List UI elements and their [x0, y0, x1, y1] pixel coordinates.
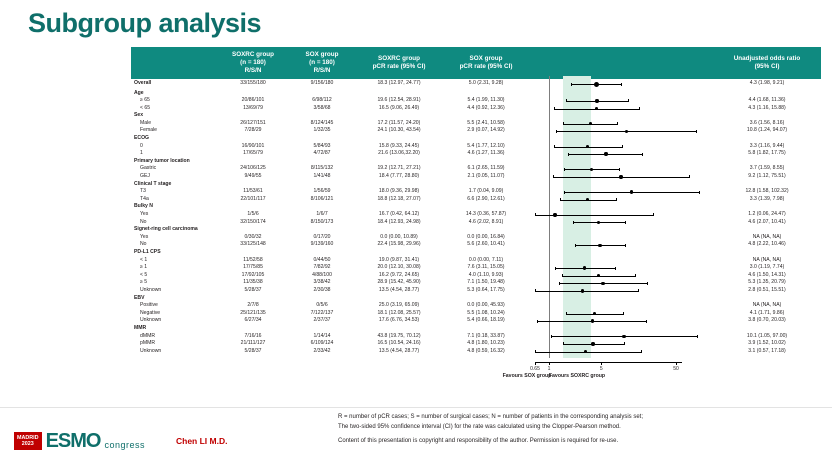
cell-sox-counts: 1/6/7 [316, 211, 328, 218]
cell-sox-pcr: 7.6 (3.11, 15.05) [467, 264, 505, 271]
cell-soxrc-counts: 25/121/135 [240, 309, 266, 316]
cell-soxrc-counts: 5/28/37 [244, 286, 262, 293]
cell-odds-ratio: 5.3 (1.35, 20.79) [748, 279, 786, 286]
cell-soxrc-pcr: 18.0 (9.36, 29.98) [378, 188, 420, 195]
subgroup-header-row [131, 181, 821, 189]
row-label: Female [140, 127, 157, 134]
cell-sox-counts: 3/38/42 [313, 279, 331, 286]
cell-soxrc-pcr: 19.0 (9.87, 31.41) [378, 256, 420, 263]
row-label: Age [134, 89, 144, 96]
cell-sox-counts: 8/106/121 [310, 195, 334, 202]
row-label: Clinical T stage [134, 180, 172, 187]
row-label: Primary tumor location [134, 157, 190, 164]
cell-soxrc-counts: 21/111/127 [240, 340, 266, 347]
cell-plot [529, 302, 713, 310]
row-label: EBV [134, 294, 145, 301]
cell-plot [529, 340, 713, 348]
cell-sox-counts: 8/124/145 [310, 119, 334, 126]
cell-soxrc-counts: 9/49/55 [244, 173, 262, 180]
cell-soxrc-counts: 5/28/37 [244, 347, 262, 354]
table-row [131, 257, 821, 265]
cell-sox-counts: 7/82/92 [313, 264, 331, 271]
row-label: Gastric [140, 165, 157, 172]
cell-odds-ratio: 3.3 (1.16, 9.44) [749, 142, 785, 149]
cell-soxrc-counts: 1/5/6 [247, 211, 259, 218]
cell-plot [529, 90, 713, 98]
cell-sox-pcr: 14.3 (0.36, 57.87) [465, 211, 507, 218]
row-label: dMMR [140, 332, 155, 339]
x-axis-tick [601, 362, 602, 365]
cell-plot [529, 128, 713, 136]
cell-plot [529, 272, 713, 280]
cell-odds-ratio: 10.8 (1.24, 94.07) [746, 127, 788, 134]
cell-sox-counts: 2/37/37 [313, 317, 331, 324]
cell-plot [529, 173, 713, 181]
cell-odds-ratio: 4.4 (1.68, 11.36) [748, 97, 786, 104]
row-label: Overall [134, 80, 152, 87]
table-row [131, 105, 821, 113]
cell-sox-counts: 3/58/68 [313, 104, 331, 111]
cell-plot [529, 333, 713, 341]
x-axis-tick [535, 362, 536, 365]
cell-plot [529, 112, 713, 120]
cell-plot [529, 196, 713, 204]
cell-soxrc-counts: 2/7/8 [247, 302, 259, 309]
subgroup-header-row [131, 90, 821, 98]
table-row [131, 272, 821, 280]
cell-sox-counts: 0/5/6 [316, 302, 328, 309]
cell-sox-counts: 1/56/59 [313, 188, 331, 195]
row-label: 1 [140, 150, 143, 157]
row-label: T3 [140, 188, 146, 195]
subgroup-header-row [131, 226, 821, 234]
cell-plot [529, 188, 713, 196]
cell-sox-counts: 1/41/48 [313, 173, 331, 180]
table-row [131, 348, 821, 356]
cell-sox-counts: 8/115/132 [310, 165, 334, 172]
cell-sox-pcr: 5.6 (2.60, 10.41) [467, 241, 505, 248]
cell-plot [529, 348, 713, 356]
cell-odds-ratio: 3.7 (1.59, 8.55) [749, 165, 785, 172]
table-row [131, 128, 821, 136]
table-row [131, 317, 821, 325]
cell-sox-counts: 0/17/20 [313, 233, 331, 240]
cell-odds-ratio: 4.3 (1.98, 9.21) [749, 80, 785, 87]
table-row [131, 219, 821, 227]
cell-sox-counts: 9/156/180 [310, 80, 334, 87]
table-row [131, 211, 821, 219]
table-row [131, 173, 821, 181]
cell-sox-counts: 7/122/137 [310, 309, 334, 316]
subgroup-header-row [131, 249, 821, 257]
table-row [131, 287, 821, 295]
row-label: Unknown [140, 347, 162, 354]
x-axis-tick-label: 5 [599, 365, 603, 372]
cell-plot [529, 219, 713, 227]
cell-soxrc-pcr: 19.6 (12.54, 28.91) [377, 97, 421, 104]
cell-soxrc-counts: 11/53/61 [243, 188, 263, 195]
congress-wordmark: congress [104, 440, 145, 450]
cell-sox-pcr: 5.4 (1.77, 12.10) [467, 142, 505, 149]
row-label: MMR [134, 324, 147, 331]
row-label: < 1 [140, 256, 148, 263]
cell-soxrc-pcr: 16.5 (10.54, 24.16) [377, 340, 421, 347]
cell-soxrc-counts: 13/69/79 [243, 104, 263, 111]
cell-sox-counts: 6/109/124 [310, 340, 334, 347]
cell-odds-ratio: 3.6 (1.56, 8.16) [749, 119, 785, 126]
cell-soxrc-pcr: 20.0 (12.10, 30.08) [377, 264, 421, 271]
cell-soxrc-pcr: 18.4 (7.77, 28.80) [378, 173, 420, 180]
cell-sox-counts: 8/150/173 [310, 218, 334, 225]
cell-soxrc-counts: 33/155/180 [240, 80, 266, 87]
cell-odds-ratio: 9.2 (1.12, 75.51) [748, 173, 786, 180]
page-title: Subgroup analysis [28, 8, 262, 38]
cell-soxrc-pcr: 19.2 (12.71, 27.21) [377, 165, 421, 172]
cell-odds-ratio: 12.8 (1.58, 102.32) [745, 188, 789, 195]
cell-sox-pcr: 6.1 (2.65, 11.59) [467, 165, 505, 172]
row-label: 0 [140, 142, 143, 149]
row-label: Unknown [140, 317, 162, 324]
col-header-soxrc-pcr: SOXRC group pCR rate (95% CI) [355, 47, 443, 79]
cell-odds-ratio: 4.6 (1.50, 14.31) [748, 271, 786, 278]
cell-plot [529, 287, 713, 295]
cell-soxrc-pcr: 18.4 (12.93, 24.98) [377, 218, 421, 225]
cell-plot [529, 317, 713, 325]
cell-sox-pcr: 5.5 (1.08, 10.24) [467, 309, 505, 316]
cell-plot [529, 310, 713, 318]
cell-soxrc-pcr: 15.8 (9.33, 24.45) [378, 142, 420, 149]
cell-soxrc-counts: 0/30/32 [244, 233, 262, 240]
cell-odds-ratio: 3.9 (1.52, 10.02) [748, 340, 786, 347]
table-row [131, 333, 821, 341]
cell-sox-pcr: 5.4 (1.99, 11.30) [467, 97, 505, 104]
x-axis [535, 362, 682, 363]
cell-sox-pcr: 7.1 (0.18, 33.87) [467, 332, 505, 339]
footnote-line1: R = number of pCR cases; S = number of surgical cases; N = number of patients in the corresponding analysis set; [338, 414, 643, 420]
subgroup-header-row [131, 112, 821, 120]
cell-sox-pcr: 2.1 (0.05, 11.07) [467, 173, 505, 180]
cell-soxrc-counts: 24/106/125 [240, 165, 266, 172]
cell-odds-ratio: 3.8 (0.70, 20.03) [748, 317, 786, 324]
row-label: No [140, 241, 147, 248]
subgroup-header-row [131, 135, 821, 143]
cell-plot [529, 79, 713, 90]
cell-plot [529, 158, 713, 166]
row-label: ECOG [134, 135, 150, 142]
cell-plot [529, 135, 713, 143]
table-body [131, 79, 821, 356]
cell-sox-pcr: 0.0 (0.00, 7.11) [468, 256, 504, 263]
table-row [131, 279, 821, 287]
table-row [131, 188, 821, 196]
cell-odds-ratio: 5.8 (1.82, 17.75) [748, 150, 786, 157]
presenter-name: Chen LI M.D. [176, 436, 228, 446]
cell-sox-pcr: 5.3 (0.64, 17.75) [467, 286, 505, 293]
cell-soxrc-pcr: 21.6 (13.06,32.20) [378, 150, 420, 157]
row-label: Positive [140, 302, 158, 309]
cell-sox-counts: 1/32/35 [313, 127, 331, 134]
x-axis-tick-label: 50 [673, 365, 679, 372]
cell-soxrc-pcr: 25.0 (3.19, 65.09) [378, 302, 420, 309]
cell-sox-pcr: 5.0 (2.31, 9.28) [468, 80, 504, 87]
row-label: T4a [140, 195, 149, 202]
cell-soxrc-counts: 16/90/101 [241, 142, 265, 149]
subgroup-header-row [131, 325, 821, 333]
cell-sox-counts: 4/88/100 [312, 271, 332, 278]
table-row [131, 150, 821, 158]
cell-sox-counts: 5/84/93 [313, 142, 331, 149]
cell-soxrc-pcr: 18.3 (12.97, 24.77) [377, 80, 421, 87]
cell-soxrc-counts: 11/52/58 [243, 256, 263, 263]
cell-soxrc-counts: 17/75/85 [243, 264, 263, 271]
cell-soxrc-pcr: 13.5 (4.54, 28.77) [378, 347, 420, 354]
cell-plot [529, 143, 713, 151]
x-axis-tick [676, 362, 677, 365]
cell-soxrc-counts: 32/150/174 [240, 218, 266, 225]
table-row [131, 97, 821, 105]
cell-sox-counts: 1/14/14 [313, 332, 331, 339]
cell-odds-ratio: NA (NA, NA) [752, 233, 782, 240]
cell-odds-ratio: 4.1 (1.71, 9.86) [749, 309, 785, 316]
cell-soxrc-pcr: 16.5 (9.06, 26.49) [378, 104, 420, 111]
cell-odds-ratio: 2.8 (0.51, 15.51) [748, 286, 786, 293]
cell-sox-counts: 0/44/50 [313, 256, 331, 263]
row-label: Signet-ring cell carcinoma [134, 226, 198, 233]
cell-sox-counts: 9/139/160 [310, 241, 334, 248]
table-header-row [131, 47, 821, 79]
footnote-line3: Content of this presentation is copyright and responsibility of the author. Permission is required for re-use. [338, 438, 619, 444]
table-row [131, 241, 821, 249]
row-label: Bulky N [134, 203, 153, 210]
cell-plot [529, 150, 713, 158]
cell-plot [529, 234, 713, 242]
cell-soxrc-pcr: 17.2 (11.57, 24.20) [377, 119, 421, 126]
cell-sox-pcr: 4.8 (1.80, 10.23) [467, 340, 505, 347]
col-header-sox-counts: SOX group (n = 180) R/S/N [289, 47, 355, 79]
table-row [131, 310, 821, 318]
cell-odds-ratio: 4.8 (2.22, 10.46) [748, 241, 786, 248]
cell-odds-ratio: 4.6 (2.07, 10.41) [748, 218, 786, 225]
cell-soxrc-counts: 22/101/117 [240, 195, 266, 202]
row-label: No [140, 218, 147, 225]
cell-plot [529, 105, 713, 113]
cell-plot [529, 264, 713, 272]
footnote-line2: The two-sided 95% confidence interval (CI) for the rate was calculated using the Clopper-Pearson method. [338, 424, 621, 430]
cell-odds-ratio: 3.3 (1.39, 7.98) [749, 195, 785, 202]
cell-sox-pcr: 0.0 (0.00, 16.84) [467, 233, 505, 240]
cell-odds-ratio: 3.1 (0.57, 17.18) [748, 347, 786, 354]
row-label: pMMR [140, 340, 155, 347]
cell-soxrc-pcr: 16.2 (9.72, 24.65) [378, 271, 420, 278]
subgroup-header-row [131, 203, 821, 211]
subgroup-header-row [131, 295, 821, 303]
cell-plot [529, 181, 713, 189]
esmo-logo [14, 432, 145, 450]
row-label: < 5 [140, 271, 148, 278]
row-label: Unknown [140, 286, 162, 293]
row-label: GEJ [140, 173, 150, 180]
cell-plot [529, 166, 713, 174]
cell-sox-pcr: 4.8 (0.59, 16.32) [467, 347, 505, 354]
cell-plot [529, 226, 713, 234]
x-axis-tick-label: 0.65 [530, 365, 540, 372]
footer-divider [0, 407, 832, 408]
cell-soxrc-pcr: 24.1 (10.30, 43.54) [377, 127, 421, 134]
cell-soxrc-pcr: 13.5 (4.54, 28.77) [378, 286, 420, 293]
cell-odds-ratio: 3.0 (1.19, 7.74) [749, 264, 785, 271]
cell-sox-pcr: 5.4 (0.66, 18.19) [467, 317, 505, 324]
col-header-odds-ratio: Unadjusted odds ratio (95% CI) [713, 47, 821, 79]
cell-sox-pcr: 4.0 (1.10, 9.93) [468, 271, 504, 278]
cell-odds-ratio: NA (NA, NA) [752, 256, 782, 263]
cell-odds-ratio: 1.2 (0.06, 24.47) [748, 211, 786, 218]
cell-soxrc-pcr: 22.4 (15.98, 29.96) [377, 241, 421, 248]
madrid-line2: 2023 [21, 440, 34, 447]
cell-plot [529, 241, 713, 249]
row-label: < 65 [140, 104, 151, 111]
cell-odds-ratio: 4.3 (1.16, 15.88) [748, 104, 786, 111]
cell-sox-counts: 6/98/112 [312, 97, 332, 104]
cell-odds-ratio: NA (NA, NA) [752, 302, 782, 309]
x-axis-tick [549, 362, 550, 365]
cell-sox-counts: 2/33/42 [313, 347, 331, 354]
cell-odds-ratio: 10.1 (1.05, 97.00) [746, 332, 788, 339]
table-row [131, 196, 821, 204]
table-row [131, 234, 821, 242]
cell-sox-pcr: 5.5 (2.41, 10.58) [467, 119, 505, 126]
madrid-line1: MADRID [17, 434, 39, 441]
subgroup-header-row [131, 158, 821, 166]
col-header-soxrc-counts: SOXRC group (n = 180) R/S/N [217, 47, 289, 79]
cell-sox-pcr: 4.6 (2.02, 8.91) [468, 218, 504, 225]
cell-soxrc-counts: 11/35/38 [243, 279, 263, 286]
cell-sox-pcr: 0.0 (0.00, 45.93) [467, 302, 505, 309]
cell-soxrc-pcr: 18.8 (12.18, 27.07) [377, 195, 421, 202]
cell-plot [529, 325, 713, 333]
esmo-wordmark: ESMO [45, 430, 101, 452]
cell-sox-pcr: 4.6 (1.27, 11.36) [467, 150, 505, 157]
cell-plot [529, 249, 713, 257]
row-label: ≥ 1 [140, 264, 148, 271]
favours-soxrc-label: Favours SOXRC group [548, 373, 606, 380]
col-header-plot [529, 47, 713, 79]
row-label: PD-L1 CPS [134, 248, 161, 255]
cell-sox-pcr: 7.1 (1.50, 19.48) [467, 279, 505, 286]
cell-sox-pcr: 4.4 (0.92, 12.36) [467, 104, 505, 111]
table-row [131, 120, 821, 128]
cell-soxrc-pcr: 0.0 (0.00, 10.89) [380, 233, 418, 240]
row-label: Yes [140, 233, 149, 240]
cell-plot [529, 120, 713, 128]
cell-plot [529, 257, 713, 265]
cell-sox-pcr: 2.9 (0.07, 14.92) [467, 127, 505, 134]
cell-soxrc-counts: 7/28/29 [244, 127, 262, 134]
row-label: Male [140, 119, 152, 126]
cell-soxrc-pcr: 16.7 (0.42, 64.12) [378, 211, 420, 218]
table-row [131, 166, 821, 174]
cell-sox-counts: 4/72/87 [313, 150, 331, 157]
row-label: Yes [140, 211, 149, 218]
table-row [131, 143, 821, 151]
cell-soxrc-pcr: 43.8 (19.75, 70.12) [377, 332, 421, 339]
cell-soxrc-counts: 17/92/105 [241, 271, 265, 278]
cell-soxrc-counts: 17/65/79 [243, 150, 263, 157]
table-row [131, 340, 821, 348]
cell-soxrc-counts: 26/127/151 [240, 119, 266, 126]
cell-sox-counts: 2/30/38 [313, 286, 331, 293]
row-label: Sex [134, 112, 144, 119]
cell-soxrc-counts: 33/125/148 [240, 241, 266, 248]
madrid-badge [14, 432, 42, 450]
cell-soxrc-counts: 6/27/34 [244, 317, 262, 324]
col-header-subgroup [131, 47, 217, 79]
row-label: ≥ 65 [140, 97, 150, 104]
cell-sox-pcr: 6.6 (2.90, 12.61) [467, 195, 505, 202]
cell-soxrc-pcr: 28.9 (15.42, 45.90) [377, 279, 421, 286]
cell-plot [529, 211, 713, 219]
col-header-sox-pcr: SOX group pCR rate (95% CI) [443, 47, 529, 79]
table-row [131, 79, 821, 90]
cell-soxrc-pcr: 17.6 (6.76, 34.53) [378, 317, 420, 324]
cell-plot [529, 203, 713, 211]
cell-soxrc-pcr: 18.1 (12.08, 25.57) [377, 309, 421, 316]
forest-plot-table [131, 47, 821, 355]
row-label: Negative [140, 309, 161, 316]
cell-plot [529, 279, 713, 287]
row-label: ≥ 5 [140, 279, 148, 286]
cell-soxrc-counts: 20/86/101 [241, 97, 265, 104]
favours-sox-label: Favours SOX group [502, 373, 552, 380]
cell-plot [529, 295, 713, 303]
cell-plot [529, 97, 713, 105]
x-axis-tick-label: 1 [547, 365, 551, 372]
cell-sox-pcr: 1.7 (0.04, 9.09) [468, 188, 504, 195]
table-row [131, 264, 821, 272]
cell-soxrc-counts: 7/16/16 [244, 332, 262, 339]
table-row [131, 302, 821, 310]
